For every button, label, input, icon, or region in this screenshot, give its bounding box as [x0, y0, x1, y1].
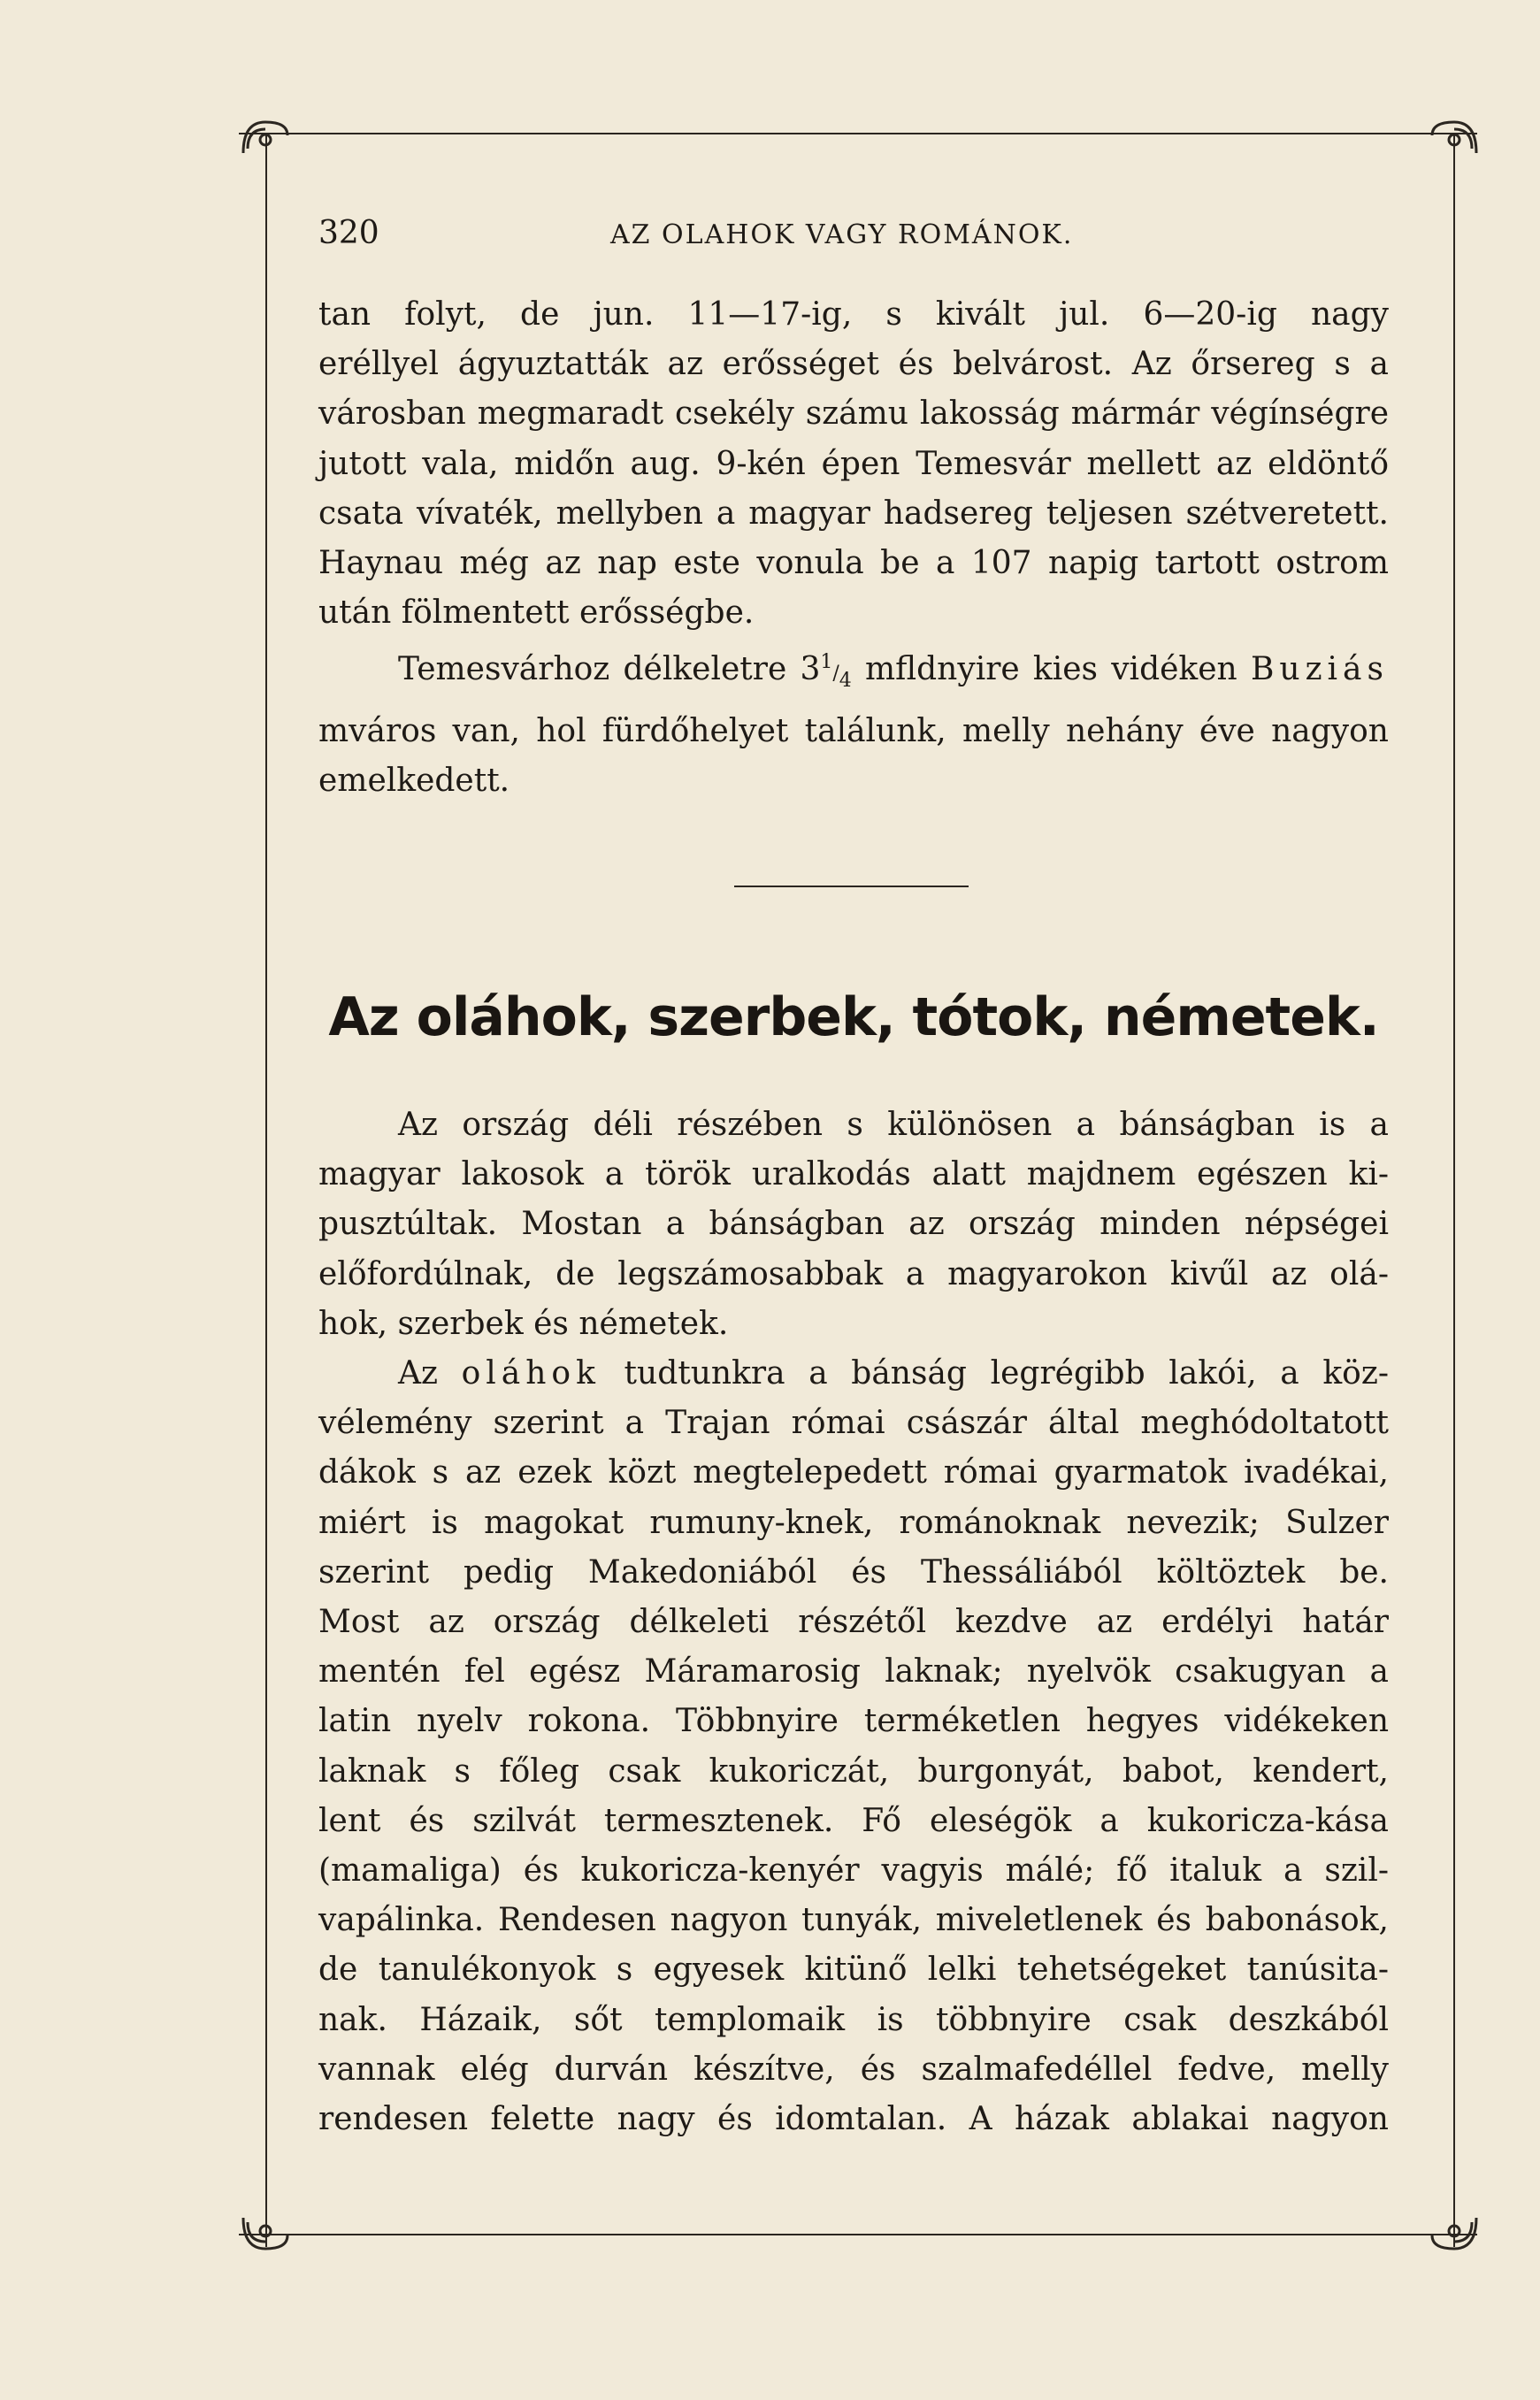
frame-bottom-rule — [239, 2234, 1477, 2235]
text-line: de tanulékonyok s egyesek kitünő lelki tehetségeket tanúsita- — [318, 1951, 1389, 1989]
text-line: vannak elég durván készítve, és szalmafedéllel fedve, melly — [318, 2051, 1389, 2088]
section2-text — [318, 1100, 1389, 2144]
text-line: eréllyel ágyuztatták az erősséget és belvárost. Az őrsereg s a — [318, 346, 1389, 383]
place-name-spaced: Buziás — [1250, 651, 1389, 688]
section1-text — [318, 290, 1389, 806]
fraction-denominator: 4 — [839, 670, 852, 693]
text-line-olahok — [318, 1349, 1389, 1399]
text-line-buzias: Temesvárhoz délkeletre $3^1/_4$ mfldnyire kies vidéken Buziás — [398, 651, 1389, 693]
text-line: szerint pedig Makedoniából és Thessáliából költöztek be. — [318, 1553, 1389, 1591]
term-spaced: oláhok — [461, 1355, 601, 1392]
text-line: Az ország déli részében s különösen a bánságban is a — [398, 1107, 1389, 1143]
text-fragment: tudtunkra a bánság legrégibb lakói, a köz- — [600, 1355, 1389, 1392]
text-line: miért is magokat rumuny-knek, románoknak nevezik; Sulzer — [318, 1504, 1389, 1541]
text-line: hok, szerbek és németek. — [318, 1305, 729, 1342]
text-line: Haynau még az nap este vonula be a 107 napig tartott ostrom — [318, 545, 1389, 582]
frame-left-rule — [265, 133, 267, 2247]
text-fragment: Temesvárhoz délkeletre 3 — [398, 651, 821, 688]
section-heading: Az oláhok, szerbek, tótok, németek. — [328, 986, 1379, 1048]
text-line: dákok s az ezek közt megtelepedett római gyarmatok ivadékai, — [318, 1454, 1389, 1491]
corner-ornament-icon — [239, 2204, 292, 2258]
running-title: AZ OLAHOK VAGY ROMÁNOK. — [610, 219, 1074, 250]
text-line: előfordúlnak, de legszámosabbak a magyarokon kivűl az olá- — [318, 1255, 1389, 1292]
text-line: (mamaliga) és kukoricza-kenyér vagyis málé; fő italuk a szil- — [318, 1852, 1389, 1890]
text-line: csata vívaték, mellyben a magyar hadsereg teljesen szétveretett. — [318, 495, 1389, 532]
corner-ornament-icon — [1428, 2204, 1481, 2258]
text-line: emelkedett. — [318, 763, 510, 800]
corner-ornament-icon — [1428, 113, 1481, 166]
text-line: latin nyelv rokona. Többnyire terméketlen hegyes vidékeken — [318, 1703, 1389, 1740]
corner-ornament-icon — [239, 113, 292, 166]
text-line: laknak s főleg csak kukoriczát, burgonyát, babot, kendert, — [318, 1752, 1389, 1790]
text-line: pusztúltak. Mostan a bánságban az ország minden népségei — [318, 1206, 1389, 1243]
frame-top-rule — [239, 133, 1477, 134]
section-divider — [734, 886, 969, 887]
text-line: városban megmaradt csekély számu lakosság mármár végínségre — [318, 395, 1389, 433]
text-line: magyar lakosok a török uralkodás alatt majdnem egészen ki- — [318, 1156, 1389, 1193]
text-line: tan folyt, de jun. 11—17-ig, s kivált jul. 6—20-ig nagy — [318, 296, 1389, 333]
text-line: rendesen felette nagy és idomtalan. A házak ablakai nagyon — [318, 2101, 1389, 2138]
text-line: után fölmentett erősségbe. — [318, 594, 755, 632]
frame-right-rule — [1453, 133, 1455, 2247]
text-line: mentén fel egész Máramarosig laknak; nyelvök csakugyan a — [318, 1653, 1389, 1691]
text-fragment: mfldnyire kies vidéken — [851, 651, 1251, 688]
text-line: vapálinka. Rendesen nagyon tunyák, miveletlenek és babonások, — [318, 1902, 1389, 1939]
fraction-numerator: 1 — [820, 651, 833, 674]
text-fragment: Az — [398, 1355, 462, 1392]
text-line: lent és szilvát termesztenek. Fő eleségök a kukoricza-kása — [318, 1802, 1389, 1839]
text-line: Most az ország délkeleti részétől kezdve az erdélyi határ — [318, 1604, 1389, 1641]
page-number: 320 — [318, 215, 379, 251]
text-line: mváros van, hol fürdőhelyet találunk, melly nehány éve nagyon — [318, 712, 1389, 749]
text-line: vélemény szerint a Trajan római császár által meghódoltatott — [318, 1405, 1389, 1442]
text-line: jutott vala, midőn aug. 9-kén épen Temesvár mellett az eldöntő — [318, 445, 1389, 482]
text-line: nak. Házaik, sőt templomaik is többnyire csak deszkából — [318, 2001, 1389, 2038]
